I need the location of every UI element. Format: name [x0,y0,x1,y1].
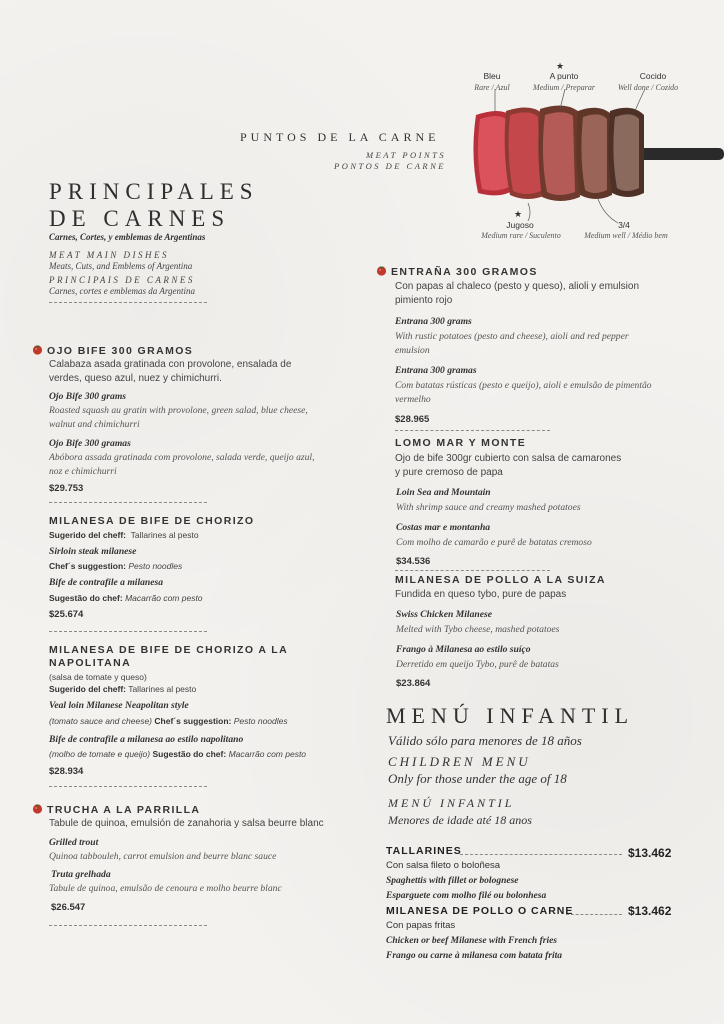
tomato-icon [376,265,387,276]
sug-value: Macarrão com pesto [228,749,307,759]
page-subtitle-pt: PRINCIPAIS DE CARNES [49,275,195,285]
item-trucha-title-text: TRUCHA A LA PARRILLA [47,804,201,816]
item-pollo-suiza-pt-desc: Derretido em queijo Tybo, purê de batatas [396,659,559,670]
page-subtitle-en: MEAT MAIN DISHES [49,250,169,260]
item-ojo-desc: Calabaza asada gratinada con provolone, ensalada de verdes, queso azul, nuez y chimichurri. [49,359,292,384]
item-ojo-price: $29.753 [49,483,84,494]
point-tq-desc: Medium well / Médio bem [584,231,668,240]
item-lomo-en-title: Loin Sea and Mountain [396,487,491,498]
item-milanesa-chorizo-price: $25.674 [49,609,84,620]
sug-value: Tallarines al pesto [128,684,197,694]
item-ojo-title [32,344,193,357]
tomato-icon [32,803,43,814]
item-milanesa-chorizo-pt-sug [49,592,203,604]
item-milanesa-chorizo-sug [49,529,199,541]
item-entrana-desc: Con papas al chaleco (pesto y queso), alioli y emulsion pimiento rojo [395,281,640,306]
sug-value: Tallarines al pesto [130,530,199,540]
item-trucha-title [32,803,200,816]
meat-slice-cocido [608,108,644,197]
page-title-line1: PRINCIPALES [49,179,259,204]
divider [49,925,207,926]
item-milanesa-chorizo-title: MILANESA DE BIFE DE CHORIZO [49,515,255,527]
points-sub-pt: PONTOS DE CARNE [334,161,446,171]
infantil-pt-sub: Menores de idade até 18 anos [388,813,532,827]
item-napo-note: (salsa de tomate y queso) [49,672,147,682]
infantil-title: MENÚ INFANTIL [386,703,635,728]
item-napo-title1: MILANESA DE BIFE DE CHORIZO A LA [49,644,289,656]
fork-handle [630,148,724,160]
item-entrana-title [376,265,538,278]
item-pollo-suiza-price: $23.864 [396,678,431,689]
divider [460,854,622,855]
item-napo-title2: NAPOLITANA [49,657,132,669]
item-lomo-desc: Ojo de bife 300gr cubierto con salsa de camarones y pure cremoso de papa [395,453,622,478]
meat-slice-tres-cuartos [576,108,612,199]
item-ojo-title-text: OJO BIFE 300 GRAMOS [47,345,194,357]
item-lomo-title: LOMO MAR Y MONTE [395,437,527,449]
item-napo-pt-sug [49,748,306,760]
divider [395,430,550,431]
infantil-en-title: CHILDREN MENU [388,754,531,769]
item-ojo-pt-title: Ojo Bife 300 gramas [49,438,131,449]
kid-milanesa-pt: Frango ou carne à milanesa com batata frita [386,951,563,961]
divider [49,302,207,303]
infantil-pt-title: MENÚ INFANTIL [388,796,515,810]
item-entrana-en-desc: With rustic potatoes (pesto and cheese), aioli and red pepper emulsion [395,331,629,356]
kid-milanesa-es: Con papas fritas [386,920,456,931]
kid-tallarines-en: Spaghettis with fillet or bolognese [386,876,519,886]
kid-tallarines-title: TALLARINES [386,845,462,857]
infantil-valid: Válido sólo para menores de 18 años [388,733,582,748]
point-apunto-name: A punto [549,71,579,81]
tomato-icon [32,344,43,355]
page-title-line2: DE CARNES [49,206,231,231]
item-pollo-suiza-en-desc: Melted with Tybo cheese, mashed potatoes [396,624,560,635]
divider [49,631,207,632]
item-milanesa-chorizo-en-sug [49,560,182,572]
kid-milanesa-price: $13.462 [628,904,672,918]
page-subtitle: Carnes, Cortes, y emblemas de Argentinas [49,232,206,242]
note: (tomato sauce and cheese) [49,716,153,726]
point-apunto-desc: Medium / Preparar [533,83,595,92]
item-trucha-pt-title: Truta grelhada [51,869,111,880]
item-trucha-en-title: Grilled trout [49,837,99,848]
page-subtitle-pt-sub: Carnes, cortes e emblemas da Argentina [49,286,195,296]
item-napo-sug [49,683,196,695]
sug-label: Chef´s suggestion: [154,716,232,726]
item-pollo-suiza-desc: Fundida en queso tybo, pure de papas [395,589,567,600]
item-ojo-en-title: Ojo Bife 300 grams [49,391,127,402]
kid-tallarines-price: $13.462 [628,846,672,860]
meat-slice-apunto [538,105,580,201]
star-icon-jugoso: ★ [514,209,523,219]
item-entrana-pt-desc: Com batatas rústicas (pesto e queijo), aioli e emulsão de pimentão vermelho [395,380,652,405]
divider [49,502,207,503]
page-subtitle-en-sub: Meats, Cuts, and Emblems of Argentina [49,261,193,271]
item-lomo-pt-title: Costas mar e montanha [396,522,491,533]
item-pollo-suiza-pt-title: Frango à Milanesa ao estilo suíço [396,644,531,655]
item-milanesa-chorizo-pt-title: Bife de contrafile a milanesa [49,577,164,588]
sug-value: Pesto noodles [233,716,288,726]
item-trucha-price: $26.547 [51,902,86,913]
item-napo-price: $28.934 [49,766,84,777]
points-sub-en: MEAT POINTS [366,150,447,160]
item-napo-pt-title: Bife de contrafile a milanesa ao estilo napolitano [49,734,244,745]
sug-label: Sugerido del cheff: [49,530,126,540]
item-napo-en-title: Veal loin Milanese Neapolitan style [49,700,189,711]
sug-label: Sugerido del cheff: [49,684,126,694]
points-title: PUNTOS DE LA CARNE [240,130,440,144]
kid-tallarines-pt: Esparguete com molho filé ou bolonhesa [386,891,547,901]
sug-label: Sugestão do chef: [152,749,227,759]
sug-value: Pesto noodles [128,561,183,571]
point-tq-name: 3/4 [618,220,630,230]
point-cocido-name: Cocido [639,71,667,81]
item-lomo-pt-desc: Com molho de camarão e purê de batatas cremoso [396,537,592,548]
item-entrana-pt-title: Entrana 300 gramas [395,365,477,376]
item-ojo-en-desc: Roasted squash au gratin with provolone, green salad, blue cheese, walnut and chimichurri [49,405,308,430]
point-jugoso-desc: Medium rare / Suculento [481,231,561,240]
item-lomo-price: $34.536 [396,556,431,567]
item-trucha-desc: Tabule de quinoa, emulsión de zanahoria y salsa beurre blanc [49,818,324,829]
sug-value: Macarrão com pesto [125,593,203,603]
item-entrana-en-title: Entrana 300 grams [395,316,472,327]
item-ojo-pt-desc: Abóbora assada gratinada com provolone, salada verde, queijo azul, noz e chimichurri [49,452,315,477]
kid-milanesa-title: MILANESA DE POLLO O CARNE [386,905,574,917]
item-entrana-title-text: ENTRAÑA 300 GRAMOS [391,266,538,278]
star-icon: ★ [556,61,565,71]
kid-tallarines-es: Con salsa fileto o boloñesa [386,860,501,871]
item-pollo-suiza-title: MILANESA DE POLLO A LA SUIZA [395,574,606,586]
infantil-en-sub: Only for those under the age of 18 [388,771,567,786]
item-trucha-pt-desc: Tabule de quinoa, emulsão de cenoura e molho beurre blanc [49,883,282,894]
note: (molho de tomate e queijo) [49,749,151,759]
point-cocido-desc: Well done / Cozido [617,83,679,92]
item-lomo-en-desc: With shrimp sauce and creamy mashed potatoes [396,502,581,513]
point-jugoso-name: Jugoso [506,220,534,230]
item-entrana-price: $28.965 [395,414,430,425]
sug-label: Sugestão do chef: [49,593,123,603]
item-trucha-en-desc: Quinoa tabbouleh, carrot emulsion and beurre blanc sauce [49,851,277,862]
divider [395,570,550,571]
point-bleu-name: Bleu [483,71,501,81]
item-pollo-suiza-en-title: Swiss Chicken Milanese [396,609,492,620]
divider [566,914,622,915]
item-milanesa-chorizo-en-title: Sirloin steak milanese [49,546,137,557]
sug-label: Chef´s suggestion: [49,561,126,571]
kid-milanesa-en: Chicken or beef Milanese with French fries [386,936,558,946]
item-napo-en-sug [49,715,288,727]
point-bleu-desc: Rare / Azul [474,83,510,92]
divider [49,786,207,787]
